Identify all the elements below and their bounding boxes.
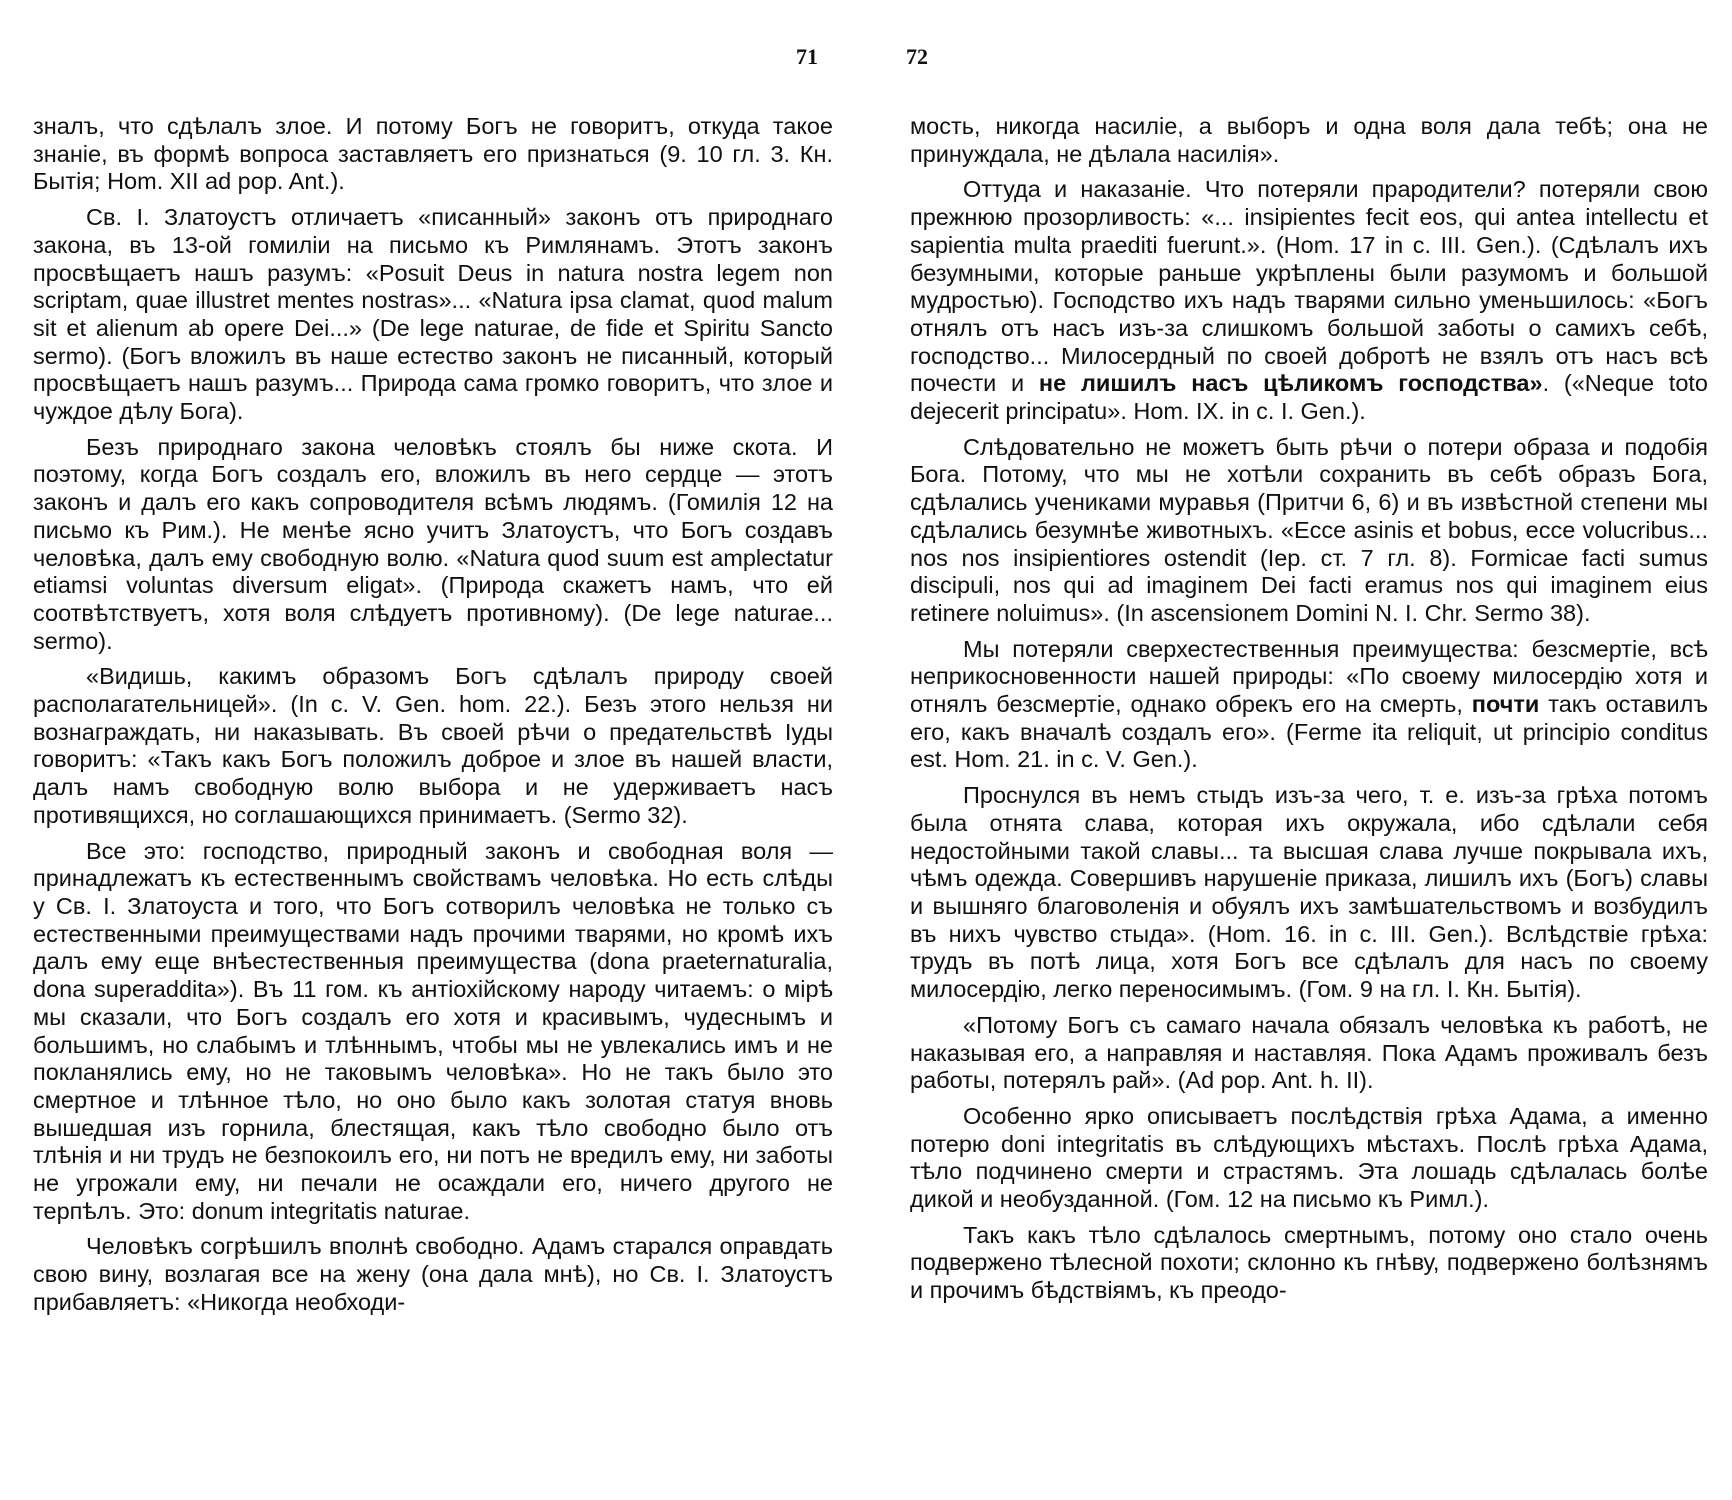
paragraph: Все это: господство, природный законъ и свободная воля — принадлежатъ къ естественнымъ свойствамъ человѣка. Но есть слѣды у Св. I. Златоуста и того, что Богъ сотворилъ человѣка не только съ естественными преимуществами надъ прочими тварями, но кромѣ ихъ далъ ему еще внѣестественныя преимущества (dona praeternaturalia, dona superaddita»). Въ 11 гом. къ антіохійскому народу читаемъ: о мірѣ мы сказали, что Богъ создалъ его хотя и красивымъ, чудеснымъ и большимъ, но слабымъ и тлѣннымъ, чтобы мы не увлекались имъ и не покланялись ему, но не таковымъ человѣка». Но не такъ было это смертное и тлѣнное тѣло, но оно было какъ золотая статуя вновь вышедшая изъ горнила, блестящая, какъ тѣло свободно было отъ тлѣнія и ни трудъ не безпокоилъ его, ни потъ не вредилъ ему, ни заботы не угрожали ему, ни печали не осаждали его, ничего другого не терпѣлъ. Это: donum integritatis naturae. — [33, 837, 833, 1224]
paragraph: Человѣкъ согрѣшилъ вполнѣ свободно. Адамъ старался оправдать свою вину, возлагая все на жену (она дала мнѣ), но Св. I. Златоустъ прибавляетъ: «Никогда необходи- — [33, 1233, 833, 1315]
page-number-left: 71 — [796, 44, 818, 69]
paragraph-text: такъ оставилъ его, какъ вначалѣ создалъ его». (Ferme ita reliquit, ut principio conditus est. Hom. 21. in c. V. Gen.). — [910, 691, 1709, 773]
paragraph: Проснулся въ немъ стыдъ изъ-за чего, т. е. изъ-за грѣха потомъ была отнята слава, которая ихъ окружала, ибо сдѣлали себя недостойными такой славы... та высшая слава лучше покрывала ихъ, чѣмъ одежда. Совершивъ нарушеніе приказа, лишилъ ихъ (Богъ) славы и вышняго благоволенія и обуялъ ихъ замѣшательствомъ и возбудилъ въ нихъ чувство стыда». (Hom. 16. in c. III. Gen.). Вслѣдствіе грѣха: трудъ въ потѣ лица, хотя Богъ все сдѣлалъ для насъ по своему милосердію, легко переносимымъ. (Гом. 9 на гл. I. Кн. Бытія). — [910, 782, 1708, 1003]
paragraph: мость, никогда насиліе, а выборъ и одна воля дала тебѣ; она не принуждала, не дѣлала насилія». — [910, 113, 1708, 167]
right-page-column — [910, 113, 1708, 1313]
paragraph-text: Мы потеряли сверхестественныя преимущества: безсмертіе, всѣ неприкосновенности нашей природы: «По своему милосердію хотя и отнялъ безсмертіе, однако обрекъ его на смерть, — [910, 635, 1708, 718]
paragraph — [910, 636, 1708, 775]
paragraph: «Видишь, какимъ образомъ Богъ сдѣлалъ природу своей располагательницей». (In c. V. Gen. hom. 22.). Безъ этого нельзя ни вознаграждать, ни наказывать. Въ своей рѣчи о предательствѣ Іуды говоритъ: «Такъ какъ Богъ положилъ доброе и злое въ нашей власти, далъ намъ свободную волю выбора и не удерживаетъ насъ противящихся, но соглашающихся принимаетъ. (Sermo 32). — [33, 663, 833, 828]
paragraph: Слѣдовательно не можетъ быть рѣчи о потери образа и подобія Бога. Потому, что мы не хотѣли сохранить въ себѣ образъ Бога, сдѣлались учениками муравья (Притчи 6, 6) и въ извѣстной степени мы сдѣлались безумнѣе животныхъ. «Ecce asinis et bobus, ecce volucribus... nos nos insipientiores ostendit (Iep. ст. 7 гл. 8). Formicae facti sumus discipuli, nos qui ad imaginem Dei facti eramus nos qui imaginem eius retinere noluimus». (In ascensionem Domini N. I. Chr. Sermo 38). — [910, 433, 1708, 626]
paragraph-text: . («Neque toto dejecerit principatu». Hom. IX. in c. I. Gen.). — [910, 370, 1708, 425]
paragraph-text: Оттуда и наказаніе. Что потеряли прародители? потеряли свою прежнюю прозорливость: «... insipientes fecit eos, qui antea intellectu et sapientia multa praediti fuerunt.». (Hom. 17 in c. III. Gen.). (Сдѣлалъ ихъ безумными, которые раньше укрѣплены были разумомъ и большой мудростью). Господство ихъ надъ тварями сильно уменьшилось: «Богъ отнялъ отъ насъ изъ-за слишкомъ большой заботы о самихъ себѣ, господство... Милосердный по своей добротѣ не взялъ отъ насъ всѣ почести и — [910, 176, 1708, 397]
bold-phrase: не лишилъ насъ цѣликомъ господства» — [1038, 370, 1543, 397]
paragraph: «Потому Богъ съ самаго начала обязалъ человѣка къ работѣ, не наказывая его, а направляя и наставляя. Пока Адамъ проживалъ безъ работы, потерялъ рай». (Ad pop. Ant. h. II). — [910, 1011, 1708, 1094]
paragraph: зналъ, что сдѣлалъ злое. И потому Богъ не говоритъ, откуда такое знаніе, въ формѣ вопроса заставляетъ его признаться (9. 10 гл. 3. Кн. Бытія; Hom. XII ad pop. Ant.). — [33, 113, 833, 195]
paragraph: Безъ природнаго закона человѣкъ стоялъ бы ниже скота. И поэтому, когда Богъ создалъ его, вложилъ въ него сердце — этотъ законъ и далъ его какъ сопроводителя всѣмъ людямъ. (Гомилія 12 на письмо къ Рим.). Не менѣе ясно учитъ Златоустъ, что Богъ создавъ человѣка, далъ ему свободную волю. «Natura quod suum est amplectatur etiamsi voluntas diversum eligat». (Природа скажетъ намъ, что ей соотвѣтствуетъ, хотя воля слѣдуетъ противному). (De lege naturae... sermo). — [33, 433, 833, 654]
paragraph: Особенно ярко описываетъ послѣдствія грѣха Адама, а именно потерю doni integritatis въ слѣдующихъ мѣстахъ. Послѣ грѣха Адама, тѣло подчинено смерти и страстямъ. Эта лошадь сдѣлалась болѣе дикой и необузданной. (Гом. 12 на письмо къ Римл.). — [910, 1102, 1708, 1213]
paragraph: Св. I. Златоустъ отличаетъ «писанный» законъ отъ природнаго закона, въ 13-ой гомиліи на письмо къ Римлянамъ. Этотъ законъ просвѣщаетъ нашъ разумъ: «Posuit Deus in natura nostra legem non scriptam, quae illustret mentes nostras»... «Natura ipsa clamat, quod malum sit et alienum ab opere Dei...» (De lege naturae, de fide et Spiritu Sancto sermo). (Богъ вложилъ въ наше естество законъ не писанный, который просвѣщаетъ нашъ разумъ... Природа сама громко говоритъ, что злое и чуждое дѣлу Бога). — [33, 204, 833, 425]
left-page-column — [33, 113, 833, 1325]
bold-phrase: почти — [1471, 691, 1540, 718]
page-number-right: 72 — [906, 44, 928, 69]
paragraph: Такъ какъ тѣло сдѣлалось смертнымъ, потому оно стало очень подвержено тѣлесной похоти; склонно къ гнѣву, подвержено болѣзнямъ и прочимъ бѣдствіямъ, къ преодо- — [910, 1221, 1708, 1304]
paragraph — [910, 176, 1708, 425]
